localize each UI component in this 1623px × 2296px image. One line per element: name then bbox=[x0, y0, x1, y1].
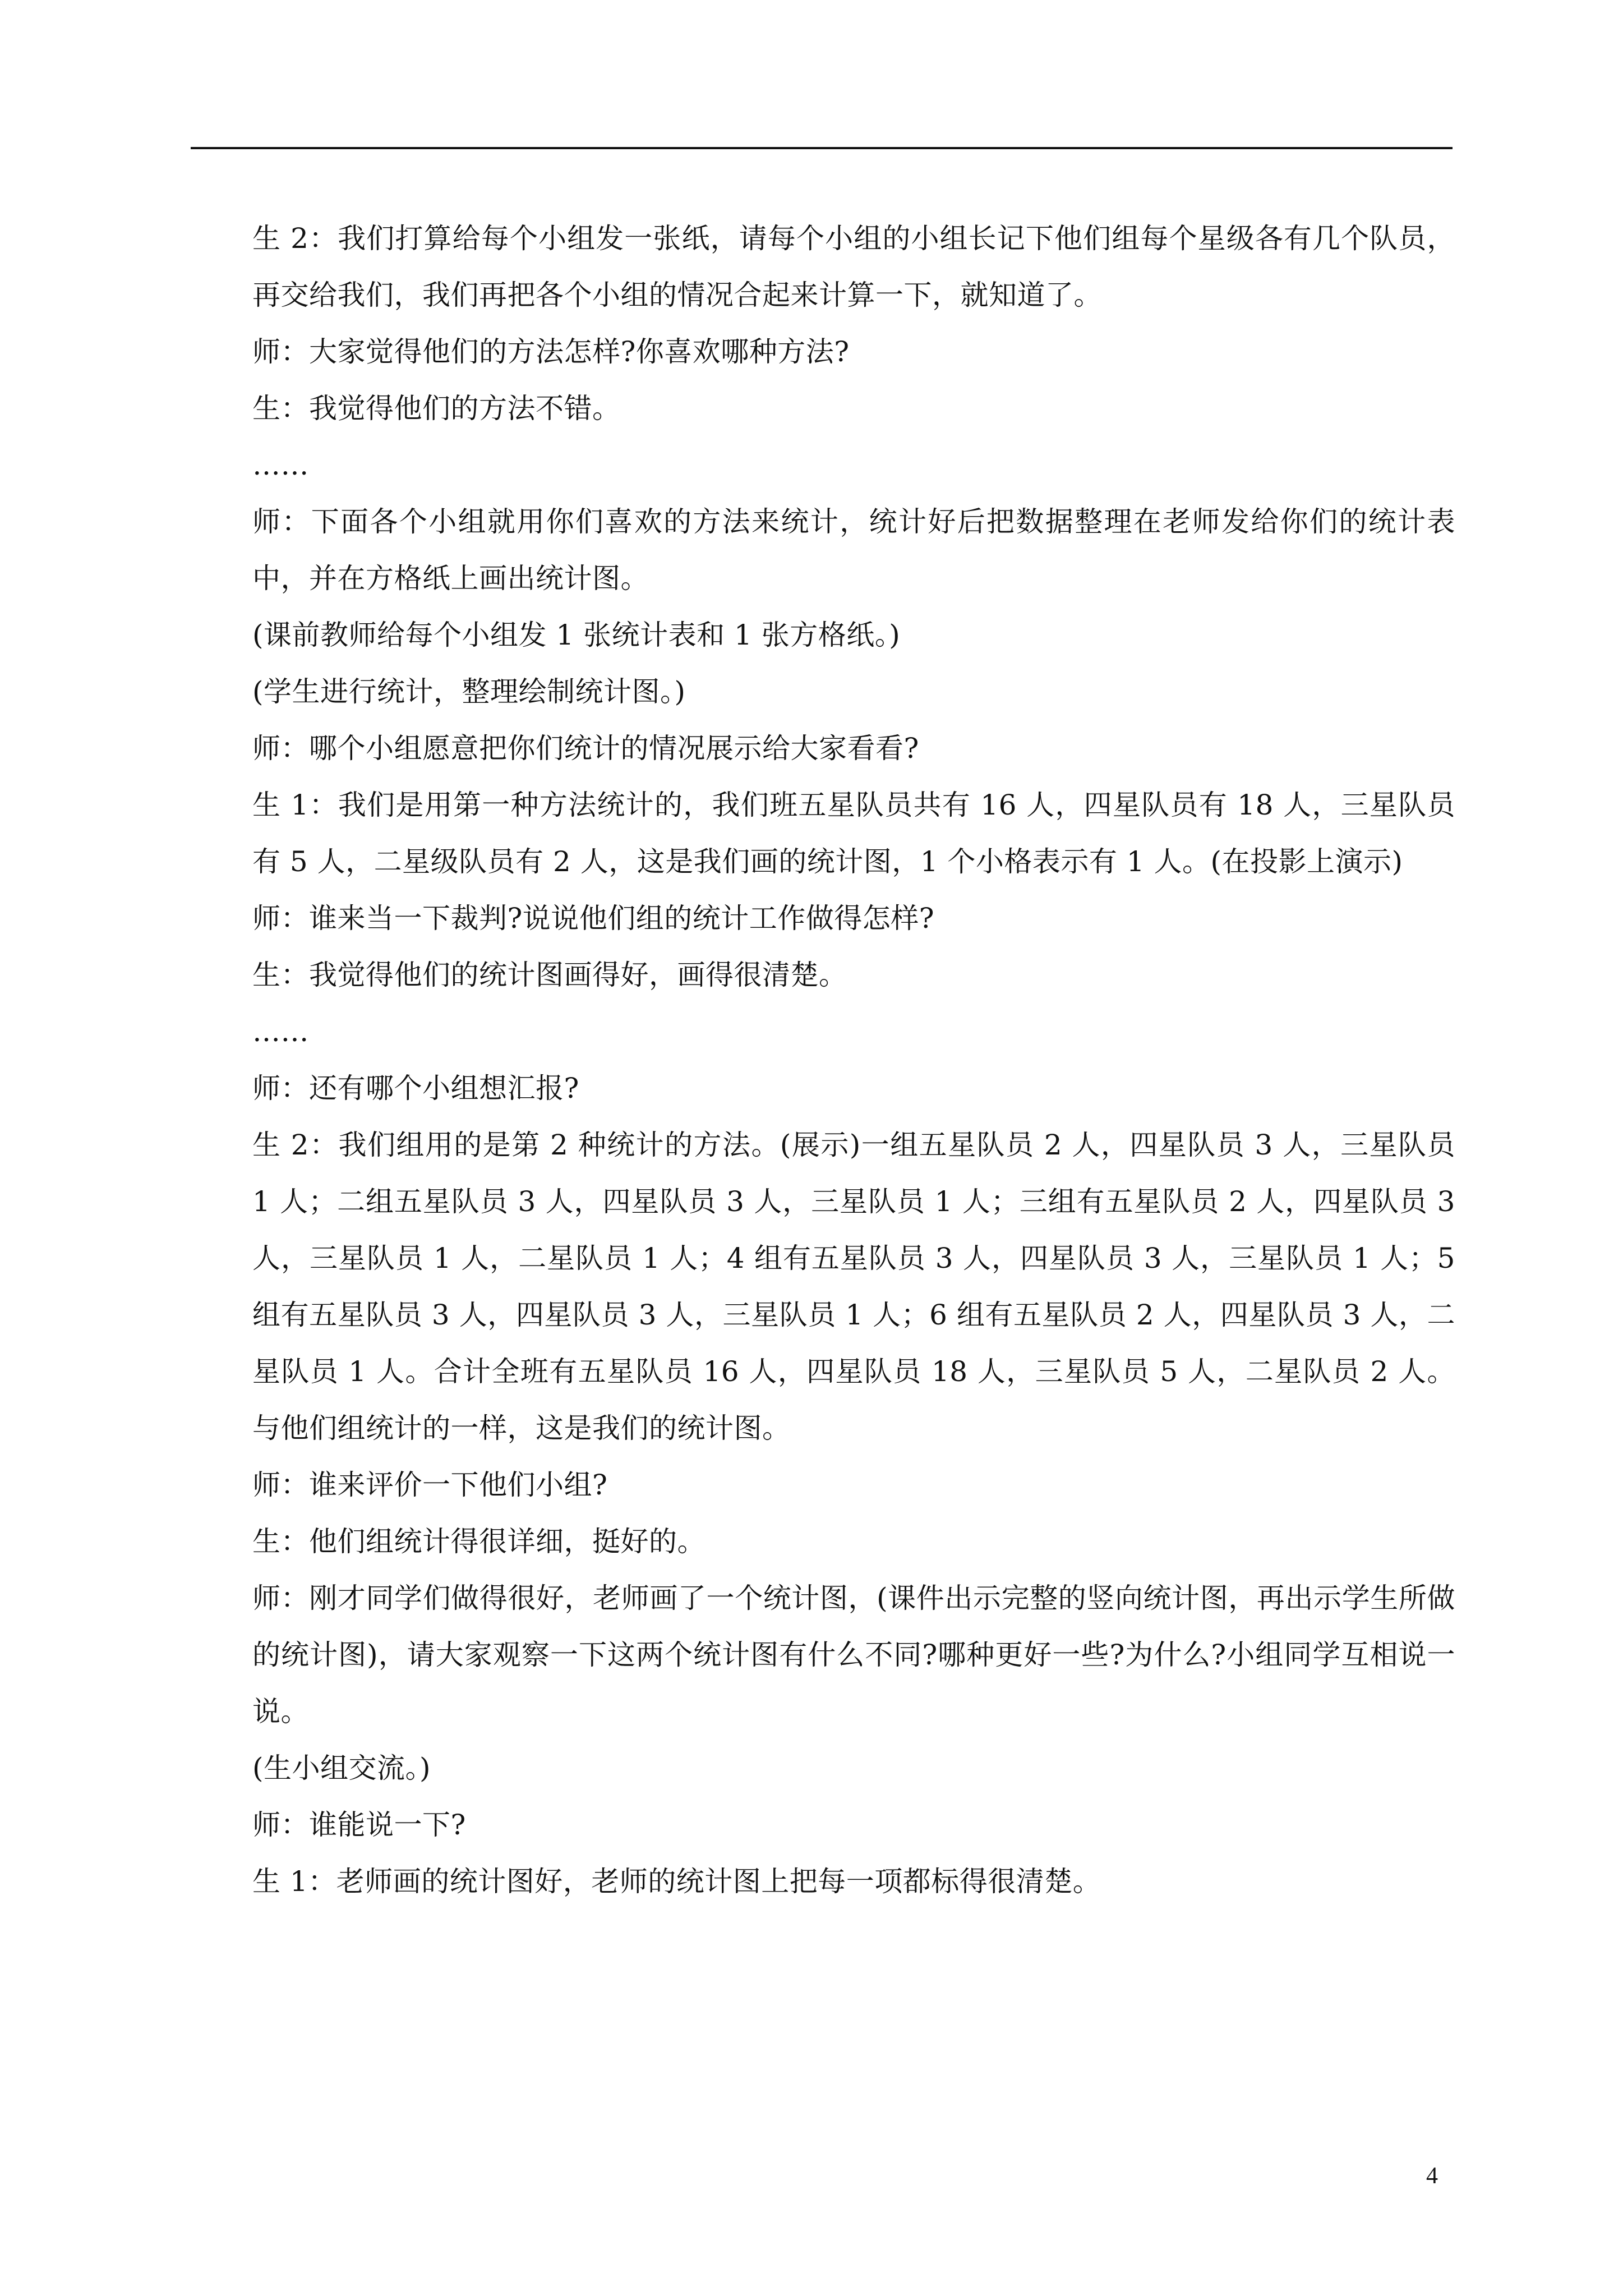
paragraph: 生 2：我们组用的是第 2 种统计的方法。(展示)一组五星队员 2 人，四星队员 3 人，三星队员 1 人；二组五星队员 3 人，四星队员 3 人，三星队员 1 人；三组有五星队员 2 人，四星队员 3 人，三星队员 1 人，二星队员 1 人；4 组有五星队员 3 人，四星队员 3 人，三星队员 1 人；5 组有五星队员 3 人，四星队员 3 人，三星队员 1 人；6 组有五星队员 2 人，四星队员 3 人，二星队员 1 人。合计全班有五星队员 16 人，四星队员 18 人，三星队员 5 人，二星队员 2 人。与他们组统计的一样，这是我们的统计图。 bbox=[252, 1129, 1455, 1444]
paragraph: 生 1：我们是用第一种方法统计的，我们班五星队员共有 16 人，四星队员有 18 人，三星队员有 5 人，二星级队员有 2 人，这是我们画的统计图，1 个小格表示有 1 人。(在投影上演示) bbox=[252, 789, 1455, 878]
header-rule bbox=[191, 147, 1453, 149]
paragraph: (生小组交流。) bbox=[252, 1752, 431, 1784]
ellipsis-line: …… bbox=[252, 449, 309, 481]
paragraph: 师：谁能说一下? bbox=[252, 1809, 466, 1841]
paragraph: 师：谁来评价一下他们小组? bbox=[252, 1469, 608, 1501]
paragraph: 师：谁来当一下裁判?说说他们组的统计工作做得怎样? bbox=[252, 902, 935, 935]
paragraph: 师：刚才同学们做得很好，老师画了一个统计图，(课件出示完整的竖向统计图，再出示学生所做的统计图)，请大家观察一下这两个统计图有什么不同?哪种更好一些?为什么?小组同学互相说一说。 bbox=[252, 1582, 1455, 1728]
document-body bbox=[252, 210, 1455, 1910]
paragraph: (学生进行统计，整理绘制统计图。) bbox=[252, 675, 686, 708]
paragraph: 生 1：老师画的统计图好，老师的统计图上把每一项都标得很清楚。 bbox=[252, 1865, 1101, 1898]
page-number: 4 bbox=[1426, 2163, 1438, 2189]
paragraph: 师：下面各个小组就用你们喜欢的方法来统计，统计好后把数据整理在老师发给你们的统计表中，并在方格纸上画出统计图。 bbox=[252, 505, 1455, 595]
paragraph: 生：我觉得他们的统计图画得好，画得很清楚。 bbox=[252, 959, 847, 991]
paragraph: 生 2：我们打算给每个小组发一张纸，请每个小组的小组长记下他们组每个星级各有几个队员，再交给我们，我们再把各个小组的情况合起来计算一下，就知道了。 bbox=[252, 222, 1455, 311]
paragraph: 生：他们组统计得很详细，挺好的。 bbox=[252, 1525, 706, 1558]
paragraph: (课前教师给每个小组发 1 张统计表和 1 张方格纸。) bbox=[252, 619, 901, 651]
paragraph: 师：大家觉得他们的方法怎样?你喜欢哪种方法? bbox=[252, 335, 850, 368]
paragraph: 师：还有哪个小组想汇报? bbox=[252, 1072, 579, 1105]
ellipsis-line: …… bbox=[252, 1015, 309, 1048]
paragraph: 师：哪个小组愿意把你们统计的情况展示给大家看看? bbox=[252, 732, 919, 765]
paragraph: 生：我觉得他们的方法不错。 bbox=[252, 392, 621, 425]
